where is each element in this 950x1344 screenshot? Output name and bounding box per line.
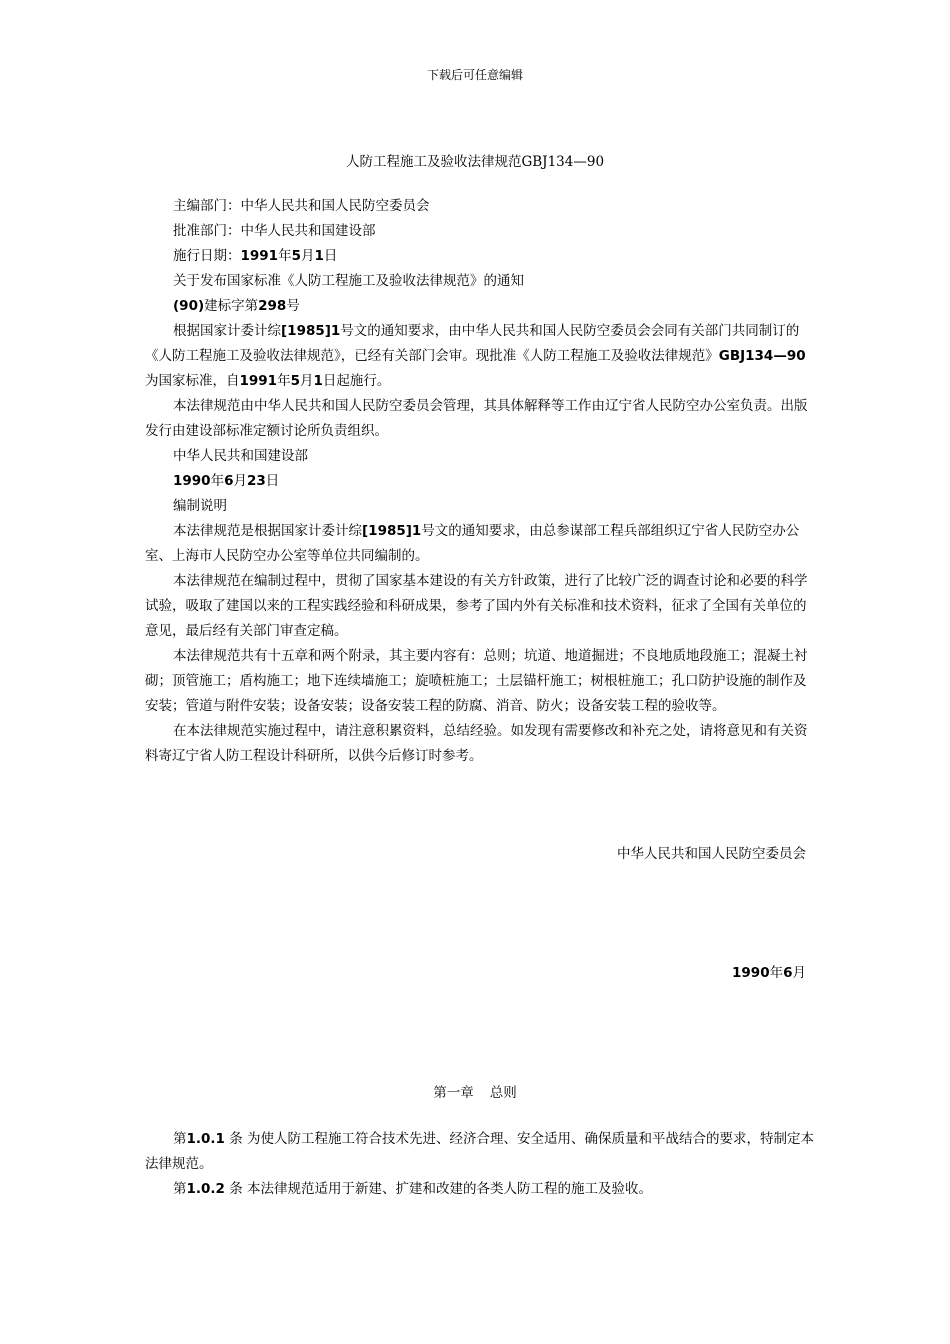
notice-heading: 关于发布国家标准《人防工程施工及验收法律规范》的通知 (173, 273, 524, 289)
approver-line: 批准部门：中华人民共和国建设部 (173, 223, 376, 239)
notice-paragraph-1: 根据国家计委计综[1985]1号文的通知要求，由中华人民共和国人民防空委员会会同有关部门共同制订的《人防工程施工及验收法律规范》，已经有关部门会审。现批准《人防工程施工及验收法律规范》GBJ134—90为国家标准，自1991年5月1日起施行。 (145, 323, 806, 389)
articles-list (145, 1127, 815, 1202)
explanation-paragraph-1: 本法律规范是根据国家计委计综[1985]1号文的通知要求，由总参谋部工程兵部组织辽宁省人民防空办公室、上海市人民防空办公室等单位共同编制的。 (145, 523, 800, 564)
chapter-number: 第一章 (433, 1085, 474, 1101)
document-body (145, 194, 815, 769)
notice-issue-date: 1990年6月23日 (173, 473, 280, 489)
document-title: 人防工程施工及验收法律规范GBJ134—90 (345, 154, 605, 170)
explanation-heading: 编制说明 (173, 498, 227, 514)
chapter-heading (0, 1081, 950, 1101)
notice-paragraph-2: 本法律规范由中华人民共和国人民防空委员会管理，其具体解释等工作由辽宁省人民防空办公室负责。出版发行由建设部标准定额讨论所负责组织。 (145, 398, 808, 439)
explanation-paragraph-3: 本法律规范共有十五章和两个附录，其主要内容有：总则；坑道、地道掘进；不良地质地段施工；混凝土衬砌；顶管施工；盾构施工；地下连续墙施工；旋喷桩施工；土层锚杆施工；树根桩施工；孔口防护设施的制作及安装；管道与附件安装；设备安装；设备安装工程的防腐、消音、防火；设备安装工程的验收等。 (145, 648, 808, 714)
effective-date-line: 施行日期：1991年5月1日 (173, 248, 338, 264)
article-item: 第1.0.2 条 本法律规范适用于新建、扩建和改建的各类人防工程的施工及验收。 (173, 1181, 653, 1197)
signature-organization: 中华人民共和国人民防空委员会 (617, 846, 806, 862)
chapter-name: 总则 (489, 1085, 517, 1101)
article-item: 第1.0.1 条 为使人防工程施工符合技术先进、经济合理、安全适用、确保质量和平战结合的要求，特制定本法律规范。 (145, 1131, 815, 1172)
explanation-paragraph-2: 本法律规范在编制过程中，贯彻了国家基本建设的有关方针政策，进行了比较广泛的调查讨论和必要的科学试验，吸取了建国以来的工程实践经验和科研成果，参考了国内外有关标准和技术资料，征求了全国有关单位的意见，最后经有关部门审查定稿。 (145, 573, 808, 639)
editor-line: 主编部门：中华人民共和国人民防空委员会 (173, 198, 430, 214)
page-header: 下载后可任意编辑 (426, 68, 523, 82)
explanation-paragraph-4: 在本法律规范实施过程中，请注意积累资料，总结经验。如发现有需要修改和补充之处，请将意见和有关资料寄辽宁省人防工程设计科研所，以供今后修订时参考。 (145, 723, 808, 764)
notice-issuer: 中华人民共和国建设部 (173, 448, 308, 464)
notice-document-number: (90)建标字第298号 (173, 298, 300, 314)
signature-date: 1990年6月 (732, 965, 806, 981)
